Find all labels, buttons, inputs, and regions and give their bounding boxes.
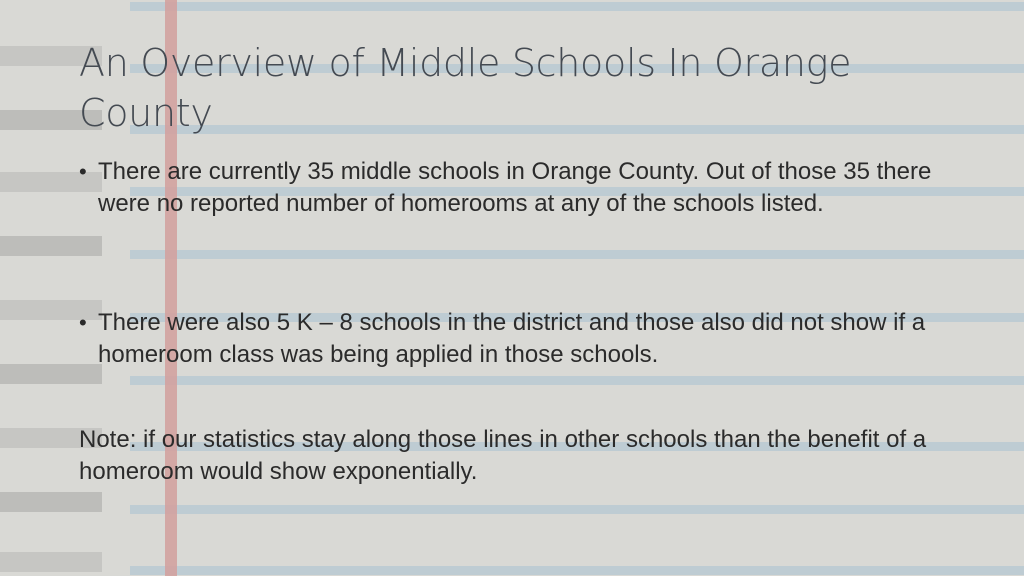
- bullet-marker: •: [79, 159, 87, 184]
- slide-title: An Overview of Middle Schools In Orange County: [79, 41, 852, 135]
- ruled-line: [130, 505, 1024, 514]
- note-text: Note: if our statistics stay along those lines in other schools than the benefit of a homeroom would show exponentially.: [79, 426, 927, 485]
- binder-strip: [0, 236, 102, 256]
- bullet-item: [79, 307, 959, 371]
- ruled-line: [130, 566, 1024, 575]
- ruled-line: [130, 2, 1024, 11]
- bullet-item: [79, 156, 959, 220]
- binder-strip: [0, 552, 102, 572]
- binder-strip: [0, 492, 102, 512]
- bullet-text: There are currently 35 middle schools in Orange County. Out of those 35 there were no reported number of homerooms at any of the schools listed.: [98, 158, 932, 217]
- bullet-marker: •: [79, 310, 87, 335]
- ruled-line: [130, 376, 1024, 385]
- ruled-line: [130, 250, 1024, 259]
- bullet-text: There were also 5 K – 8 schools in the district and those also did not show if a homeroom class was being applied in those schools.: [98, 309, 926, 368]
